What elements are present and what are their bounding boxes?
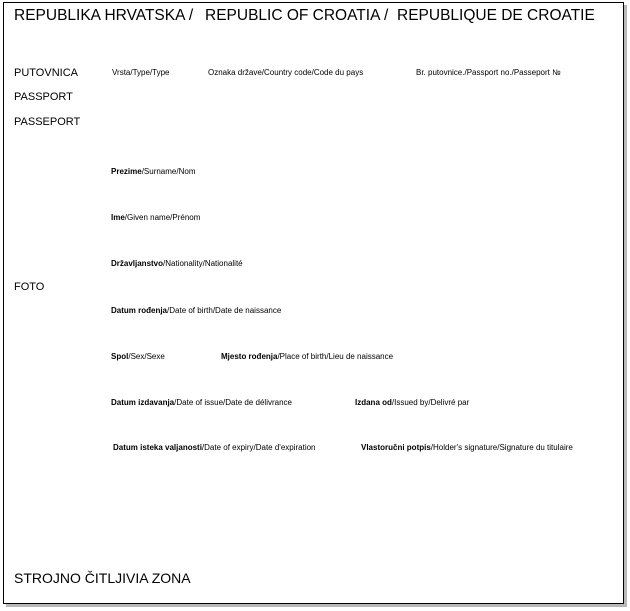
- photo-label: FOTO: [14, 281, 45, 293]
- title-croatian: REPUBLIKA HRVATSKA /: [14, 7, 194, 24]
- field-surname-label: Prezime/Surname/Nom: [111, 167, 196, 176]
- title-separator: /: [384, 7, 389, 24]
- frame-shadow-right: [624, 5, 627, 607]
- passport-page-frame: [3, 2, 624, 604]
- title-english: REPUBLIC OF CROATIA: [205, 7, 381, 24]
- document-type-hr: PUTOVNICA: [14, 67, 78, 79]
- field-place-of-birth-label: Mjesto rođenja/Place of birth/Lieu de naissance: [221, 352, 394, 361]
- machine-readable-zone-label: STROJNO ČITLJIVIA ZONA: [14, 570, 191, 586]
- field-signature-label: Vlastoručni potpis/Holder's signature/Signature du titulaire: [361, 443, 573, 452]
- field-type-label: Vrsta/Type/Type: [112, 68, 170, 77]
- field-date-of-issue-label: Datum izdavanja/Date of issue/Date de délivrance: [111, 398, 292, 407]
- title-french: REPUBLIQUE DE CROATIE: [397, 7, 595, 24]
- document-type-en: PASSPORT: [14, 91, 73, 103]
- field-issued-by-label: Izdana od/Issued by/Delivré par: [355, 398, 470, 407]
- field-date-of-birth-label: Datum rođenja/Date of birth/Date de naissance: [111, 306, 282, 315]
- field-country-code-label: Oznaka države/Country code/Code du pays: [208, 68, 364, 77]
- document-type-fr: PASSEPORT: [14, 116, 81, 128]
- frame-shadow-bottom: [6, 604, 627, 607]
- field-sex-label: Spol/Sex/Sexe: [111, 352, 165, 361]
- field-given-name-label: Ime/Given name/Prénom: [111, 213, 201, 222]
- field-nationality-label: Državljanstvo/Nationality/Nationalité: [111, 259, 243, 268]
- field-passport-no-label: Br. putovnice./Passport no./Passeport №: [416, 68, 561, 77]
- field-date-of-expiry-label: Datum isteka valjanosti/Date of expiry/Date d'expiration: [113, 443, 316, 452]
